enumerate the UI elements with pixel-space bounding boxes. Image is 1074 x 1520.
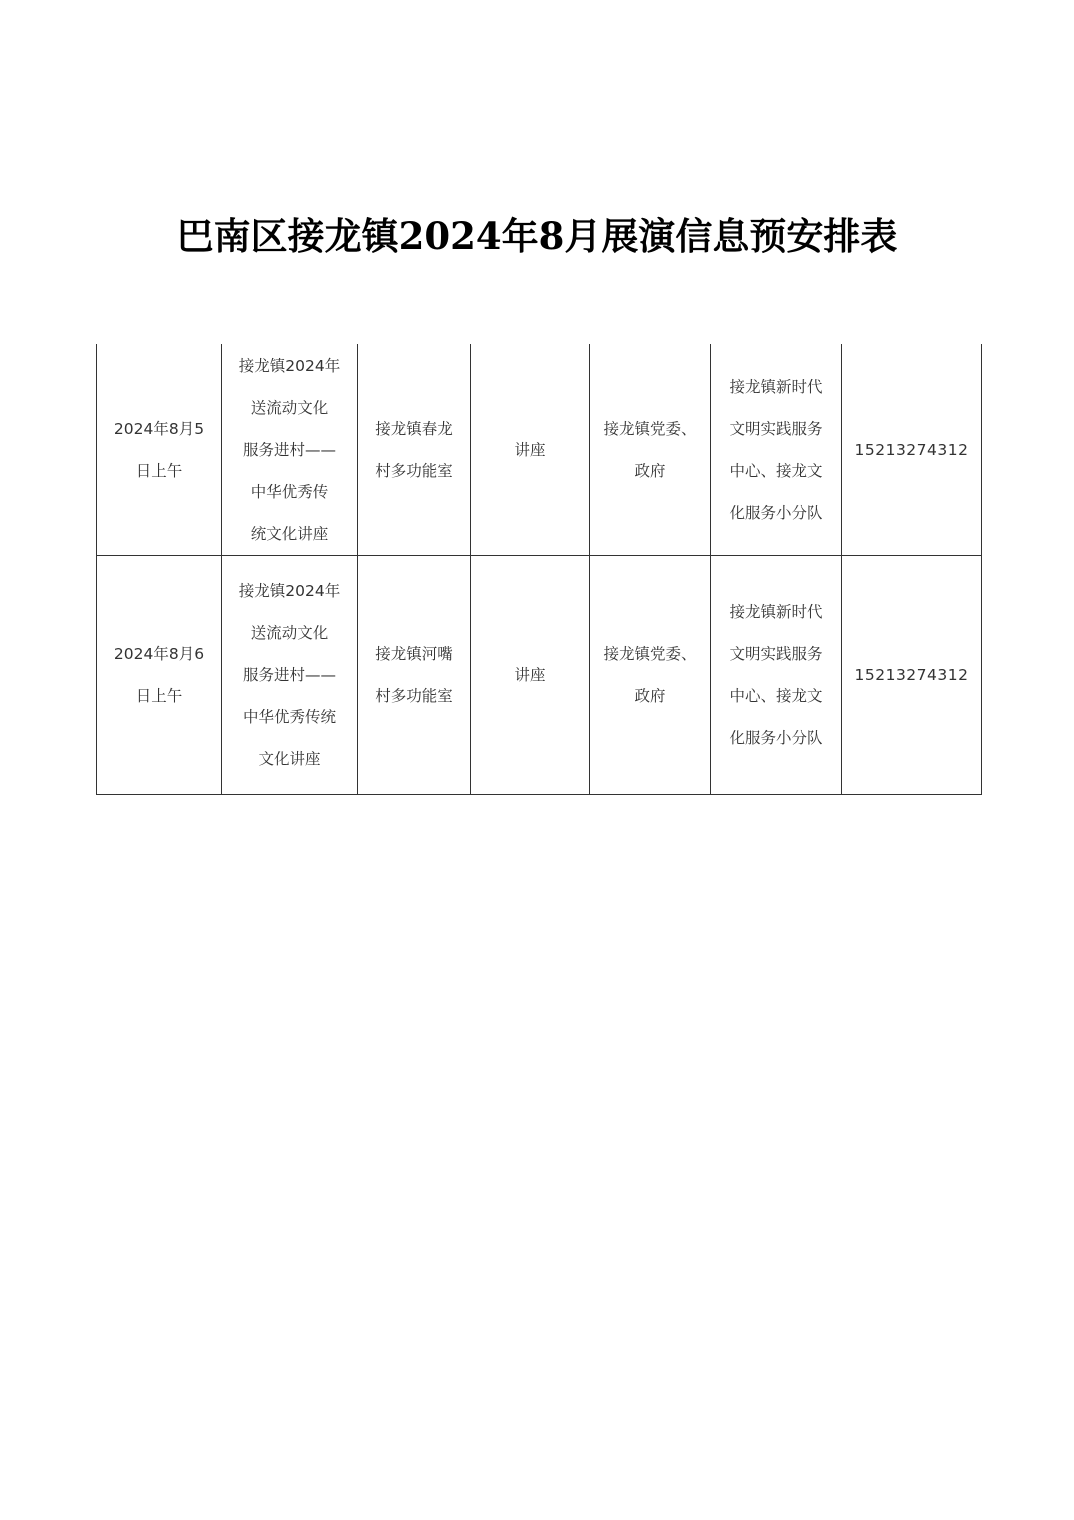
event-type-cell: 讲座 bbox=[471, 344, 590, 556]
event-name-cell: 接龙镇2024年 送流动文化 服务进村—— 中华优秀传 统文化讲座 bbox=[222, 344, 358, 556]
contact-phone-cell: 15213274312 bbox=[842, 556, 982, 795]
venue-cell: 接龙镇春龙 村多功能室 bbox=[358, 344, 471, 556]
date-cell: 2024年8月5 日上午 bbox=[97, 344, 222, 556]
contact-phone-cell: 15213274312 bbox=[842, 344, 982, 556]
venue-cell: 接龙镇河嘴 村多功能室 bbox=[358, 556, 471, 795]
page-title: 巴南区接龙镇2024年8月展演信息预安排表 bbox=[176, 214, 898, 258]
table-row bbox=[97, 344, 982, 556]
schedule-table bbox=[96, 344, 982, 795]
event-name-cell: 接龙镇2024年 送流动文化 服务进村—— 中华优秀传统 文化讲座 bbox=[222, 556, 358, 795]
performer-cell: 接龙镇新时代 文明实践服务 中心、接龙文 化服务小分队 bbox=[711, 344, 842, 556]
table-row bbox=[97, 556, 982, 795]
performer-cell: 接龙镇新时代 文明实践服务 中心、接龙文 化服务小分队 bbox=[711, 556, 842, 795]
organizer-cell: 接龙镇党委、 政府 bbox=[590, 556, 711, 795]
event-type-cell: 讲座 bbox=[471, 556, 590, 795]
organizer-cell: 接龙镇党委、 政府 bbox=[590, 344, 711, 556]
date-cell: 2024年8月6 日上午 bbox=[97, 556, 222, 795]
